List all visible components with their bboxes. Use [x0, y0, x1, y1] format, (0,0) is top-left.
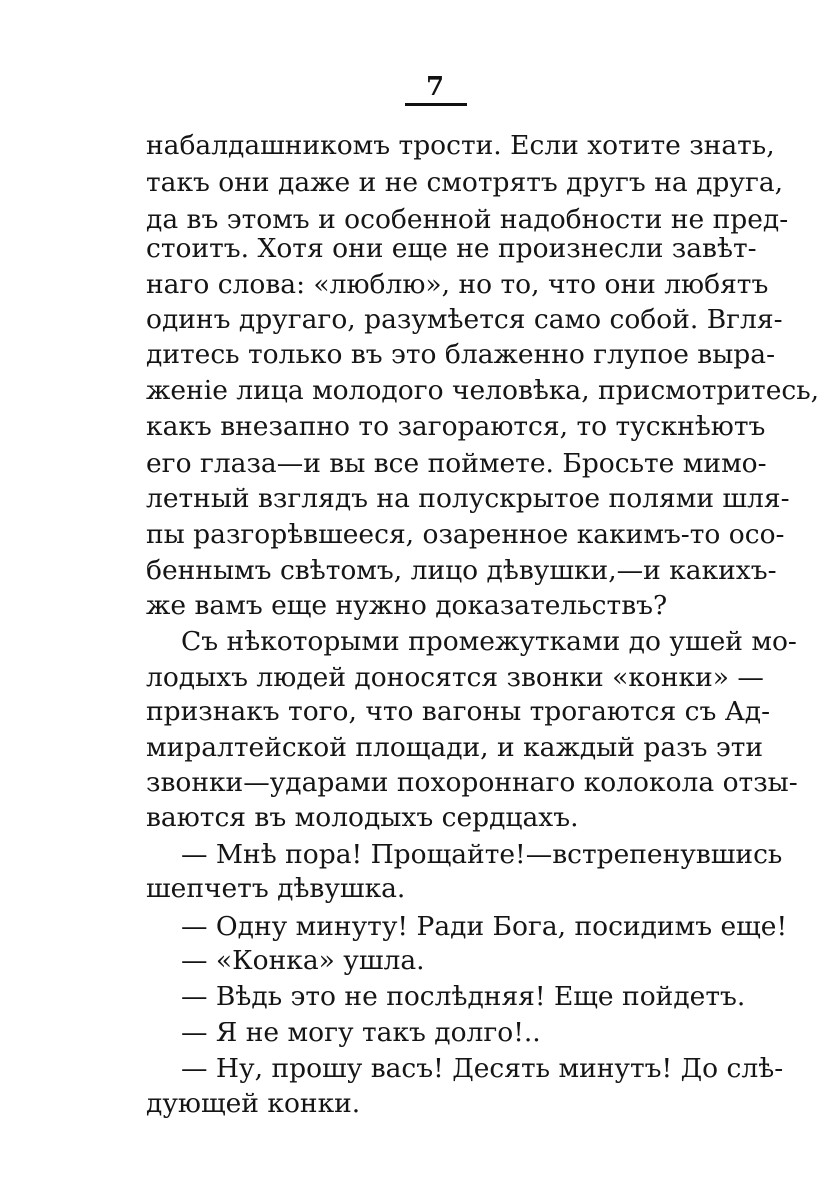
text-line: женіе лица молодого человѣка, присмотритесь,	[146, 375, 820, 406]
text-line: признакъ того, что вагоны трогаются съ Ад-	[146, 696, 771, 727]
text-line: дитесь только въ это блаженно глупое выра-	[146, 339, 776, 370]
text-line: звонки—ударами похороннаго колокола отзы-	[146, 767, 798, 798]
dialogue-line: — Вѣдь это не послѣдняя! Еще пойдетъ.	[181, 981, 746, 1012]
dialogue-line: — Мнѣ пора! Прощайте!—встрепенувшись	[181, 839, 783, 870]
text-line: его глаза—и вы все поймете. Бросьте мимо-	[146, 448, 767, 479]
text-line: же вамъ еще нужно доказательствъ?	[146, 590, 668, 621]
text-line: да въ этомъ и особенной надобности не пред-	[146, 204, 789, 235]
text-line: такъ они даже и не смотрятъ другъ на друга,	[146, 167, 784, 198]
paragraph-first-line: Съ нѣкоторыми промежутками до ушей мо-	[181, 626, 797, 657]
dialogue-line: — «Конка» ушла.	[181, 945, 425, 976]
page-number-rule	[405, 103, 467, 106]
text-line: набалдашникомъ трости. Если хотите знать,	[146, 130, 775, 161]
page-number: 7	[425, 72, 445, 102]
text-line: стоитъ. Хотя они еще не произнесли завѣт-	[146, 233, 757, 264]
text-line: шепчетъ дѣвушка.	[146, 873, 406, 904]
text-line: ваются въ молодыхъ сердцахъ.	[146, 802, 579, 833]
text-line: пы разгорѣвшееся, озаренное какимъ-то осо-	[146, 519, 785, 550]
dialogue-line: — Я не могу такъ долго!..	[181, 1017, 541, 1048]
text-line: дующей конки.	[146, 1088, 361, 1119]
dialogue-line: — Одну минуту! Ради Бога, посидимъ еще!	[181, 911, 788, 942]
text-line: какъ внезапно то загораются, то тускнѣютъ	[146, 411, 766, 442]
text-line: беннымъ свѣтомъ, лицо дѣвушки,—и какихъ-	[146, 555, 777, 586]
dialogue-line: — Ну, прошу васъ! Десять минутъ! До слѣ-	[181, 1053, 784, 1084]
text-line: миралтейской площади, и каждый разъ эти	[146, 732, 764, 763]
text-line: наго слова: «люблю», но то, что они любятъ	[146, 269, 769, 300]
text-line: лодыхъ людей доносятся звонки «конки» —	[146, 662, 764, 693]
text-line: одинъ другаго, разумѣется само собой. Вгля-	[146, 304, 783, 335]
text-line: летный взглядъ на полускрытое полями шля-	[146, 483, 790, 514]
